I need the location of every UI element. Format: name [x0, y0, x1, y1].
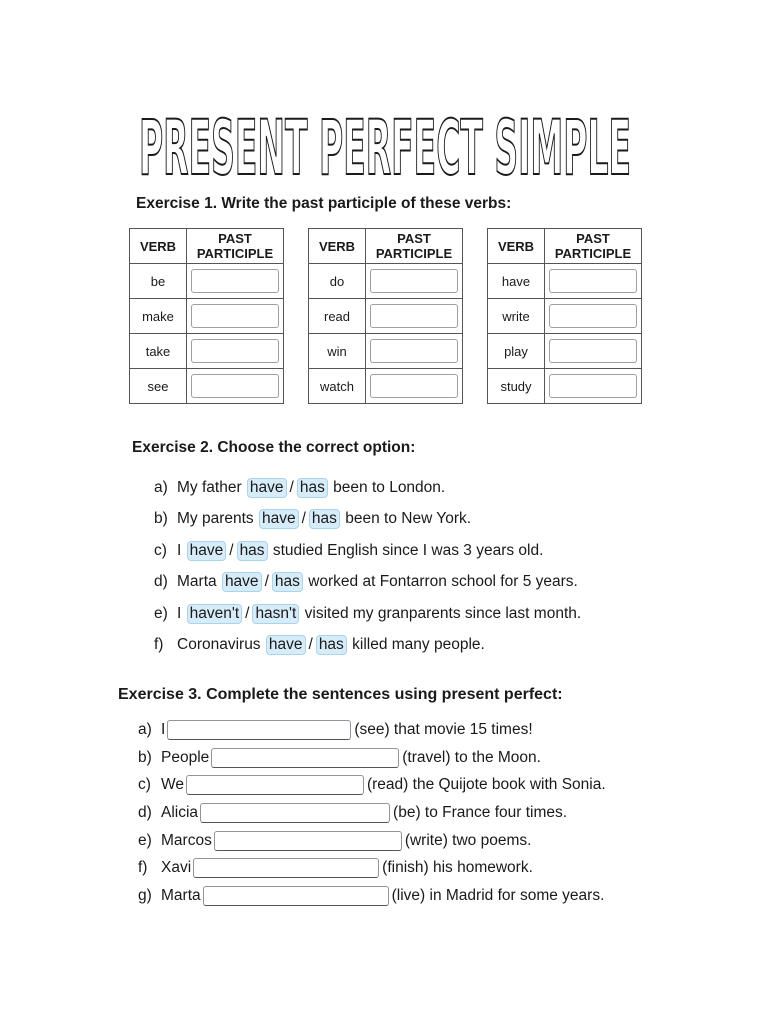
header-past-participle: PAST PARTICIPLE [187, 229, 284, 264]
answer-blank[interactable] [203, 886, 389, 906]
list-item: a) My father have / has been to London. [154, 478, 446, 496]
answer-box[interactable] [549, 339, 637, 363]
verb-cell: have [488, 264, 545, 299]
option-1[interactable]: have [222, 572, 262, 592]
sentence-start: Marta [161, 886, 201, 904]
sentence-start: Marcos [161, 831, 212, 849]
sentence-start: I [177, 604, 182, 622]
verb-cell: study [488, 369, 545, 404]
option-2[interactable]: has [316, 635, 347, 655]
item-letter: b) [154, 510, 168, 528]
answer-box[interactable] [191, 374, 279, 398]
option-1[interactable]: haven't [187, 604, 243, 624]
sentence-end: been to London. [333, 478, 446, 496]
sentence-end: (finish) his homework. [382, 859, 533, 877]
verb-table-2 [308, 228, 463, 404]
sentence-end: killed many people. [352, 636, 485, 654]
sentence-start: I [161, 720, 166, 738]
sentence-end: studied English since I was 3 years old. [272, 541, 544, 559]
sentence-start: My parents [177, 510, 254, 528]
verb-table-3 [487, 228, 642, 404]
verb-cell: play [488, 334, 545, 369]
sentence-end: (live) in Madrid for some years. [391, 886, 605, 904]
verb-table-1 [129, 228, 284, 404]
sentence-end: (be) to France four times. [393, 803, 568, 821]
item-letter: a) [138, 720, 152, 738]
item-letter: g) [138, 886, 152, 904]
header-past-participle: PAST PARTICIPLE [366, 229, 463, 264]
header-verb: VERB [309, 229, 366, 264]
item-letter: c) [138, 776, 151, 794]
answer-box[interactable] [191, 269, 279, 293]
verb-cell: do [309, 264, 366, 299]
option-1[interactable]: have [247, 478, 287, 498]
header-past-participle: PAST PARTICIPLE [545, 229, 642, 264]
header-verb: VERB [130, 229, 187, 264]
item-letter: a) [154, 478, 168, 496]
list-item: d) Marta have / has worked at Fontarron school for 5 years. [154, 573, 578, 591]
verb-cell: be [130, 264, 187, 299]
list-item [138, 882, 658, 910]
item-letter: c) [154, 541, 167, 559]
verb-cell: write [488, 299, 545, 334]
sentence-start: We [161, 776, 184, 794]
sentence-end: (read) the Quijote book with Sonia. [366, 776, 606, 794]
answer-box[interactable] [191, 304, 279, 328]
exercise2-list [154, 472, 654, 661]
answer-blank[interactable] [193, 858, 379, 878]
item-letter: b) [138, 748, 152, 766]
answer-box[interactable] [191, 339, 279, 363]
option-2[interactable]: hasn't [252, 604, 299, 624]
list-item [138, 827, 658, 855]
answer-box[interactable] [549, 374, 637, 398]
sentence-end: (see) that movie 15 times! [354, 720, 533, 738]
sentence-end: (write) two poems. [404, 831, 532, 849]
list-item: c) I have / has studied English since I was 3 years old. [154, 541, 544, 559]
answer-blank[interactable] [200, 803, 390, 823]
verb-cell: watch [309, 369, 366, 404]
answer-box[interactable] [370, 374, 458, 398]
sentence-start: I [177, 541, 182, 559]
verb-cell: take [130, 334, 187, 369]
sentence-start: Alicia [161, 803, 199, 821]
answer-box[interactable] [370, 269, 458, 293]
option-2[interactable]: has [297, 478, 328, 498]
verb-cell: read [309, 299, 366, 334]
list-item: e) I haven't / hasn't visited my granparents since last month. [154, 604, 582, 622]
sentence-start: Marta [177, 573, 217, 591]
answer-box[interactable] [370, 339, 458, 363]
option-2[interactable]: has [237, 541, 268, 561]
item-letter: f) [154, 636, 164, 654]
answer-blank[interactable] [186, 775, 364, 795]
verb-cell: see [130, 369, 187, 404]
answer-blank[interactable] [211, 748, 399, 768]
item-letter: d) [138, 803, 152, 821]
sentence-start: Coronavirus [177, 636, 261, 654]
list-item: b) My parents have / has been to New York. [154, 510, 472, 528]
option-1[interactable]: have [187, 541, 227, 561]
option-2[interactable]: has [272, 572, 303, 592]
answer-box[interactable] [549, 269, 637, 293]
answer-blank[interactable] [214, 831, 402, 851]
title-text: PRESENT PERFECT SIMPLE [139, 112, 631, 184]
sentence-end: (travel) to the Moon. [402, 748, 541, 766]
header-verb: VERB [488, 229, 545, 264]
exercise2-heading: Exercise 2. Choose the correct option: [132, 439, 416, 456]
item-letter: e) [138, 831, 152, 849]
worksheet-title [136, 112, 634, 184]
list-item [138, 744, 658, 772]
item-letter: d) [154, 573, 168, 591]
answer-box[interactable] [549, 304, 637, 328]
list-item [138, 854, 658, 882]
list-item [138, 771, 658, 799]
verb-cell: win [309, 334, 366, 369]
sentence-end: visited my granparents since last month. [304, 604, 582, 622]
list-item [138, 799, 658, 827]
option-1[interactable]: have [266, 635, 306, 655]
option-2[interactable]: has [309, 509, 340, 529]
exercise3-heading: Exercise 3. Complete the sentences using present perfect: [118, 686, 563, 703]
answer-blank[interactable] [167, 720, 351, 740]
answer-box[interactable] [370, 304, 458, 328]
sentence-end: worked at Fontarron school for 5 years. [308, 573, 578, 591]
exercise3-list [138, 716, 658, 910]
exercise1-heading: Exercise 1. Write the past participle of these verbs: [136, 195, 512, 212]
sentence-end: been to New York. [345, 510, 472, 528]
sentence-start: Xavi [161, 859, 192, 877]
list-item: f) Coronavirus have / has killed many people. [154, 636, 485, 654]
option-1[interactable]: have [259, 509, 299, 529]
list-item [138, 716, 658, 744]
sentence-start: My father [177, 478, 242, 496]
item-letter: f) [138, 859, 148, 877]
verb-cell: make [130, 299, 187, 334]
item-letter: e) [154, 604, 168, 622]
sentence-start: People [161, 748, 210, 766]
